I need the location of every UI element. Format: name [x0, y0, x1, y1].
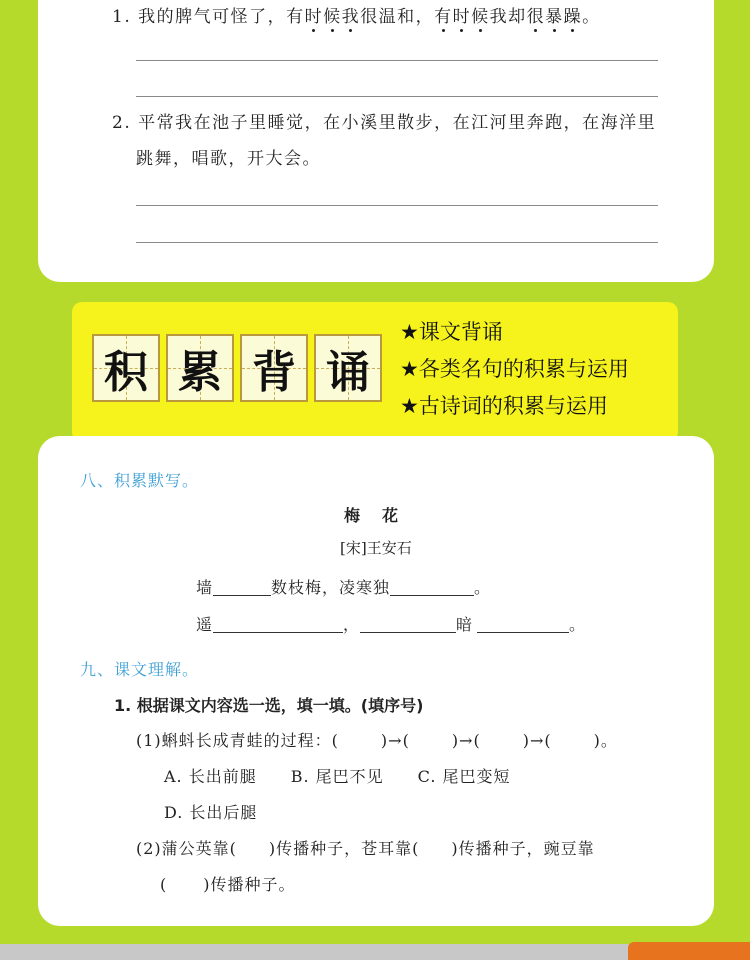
banner-feature-list — [400, 314, 629, 425]
option-c: C. 尾巴变短 — [417, 767, 511, 786]
banner-tile: 累 — [166, 334, 234, 402]
answer-line[interactable] — [136, 242, 658, 243]
fill-blank[interactable] — [390, 580, 474, 596]
question-1-number: 1. — [112, 7, 132, 27]
question-2-continued — [136, 142, 321, 176]
option-b: B. 尾巴不见 — [290, 767, 384, 786]
question-9-1-1: (1)蝌蚪长成青蛙的过程：( )→( )→( )→( )。 — [136, 731, 618, 750]
question-2 — [112, 106, 656, 140]
banner-tile: 诵 — [314, 334, 382, 402]
option-a: A. 长出前腿 — [164, 767, 257, 786]
question-2-number: 2. — [112, 113, 132, 133]
question-2-text-line1: 平常我在池子里睡觉，在小溪里散步，在江河里奔跑，在海洋里 — [138, 113, 657, 133]
question-2-text-line2: 跳舞，唱歌，开大会。 — [136, 149, 321, 169]
top-card — [38, 0, 714, 282]
banner-tile: 积 — [92, 334, 160, 402]
answer-line[interactable] — [136, 60, 658, 61]
poem-title: 梅花 — [344, 506, 421, 525]
question-9-1-2: (2)蒲公英靠( )传播种子，苍耳靠( )传播种子，豌豆靠 — [136, 839, 595, 858]
option-row — [164, 764, 545, 787]
poem-line-2: 遥 ， 暗 。 — [196, 615, 587, 634]
fill-blank[interactable] — [213, 617, 343, 633]
fill-blank[interactable] — [477, 617, 569, 633]
banner-tile: 背 — [240, 334, 308, 402]
poem-author: [宋]王安石 — [340, 539, 412, 557]
footer-tab — [628, 942, 750, 960]
feature-item: ★古诗词的积累与运用 — [400, 394, 608, 418]
banner-title-tiles — [92, 334, 382, 402]
feature-item: ★课文背诵 — [400, 320, 503, 344]
poem-line-1: 墙 数枝梅，凌寒独 。 — [196, 578, 492, 597]
feature-item: ★各类名句的积累与运用 — [400, 357, 629, 381]
question-1-text: 我的脾气可怪了，有时候我很温和，有时候我却很暴躁。 — [138, 7, 601, 27]
section-8-heading: 八、积累默写。 — [80, 471, 200, 490]
answer-line[interactable] — [136, 205, 658, 206]
fill-blank[interactable] — [213, 580, 271, 596]
question-1 — [112, 0, 601, 34]
option-row — [164, 800, 291, 823]
section-9-heading: 九、课文理解。 — [80, 660, 200, 679]
option-d: D. 长出后腿 — [164, 803, 258, 822]
question-9-1-2-continued: ( )传播种子。 — [160, 875, 296, 894]
question-9-1-title: 1. 根据课文内容选一选，填一填。(填序号) — [114, 696, 424, 715]
fill-blank[interactable] — [360, 617, 456, 633]
answer-line[interactable] — [136, 96, 658, 97]
